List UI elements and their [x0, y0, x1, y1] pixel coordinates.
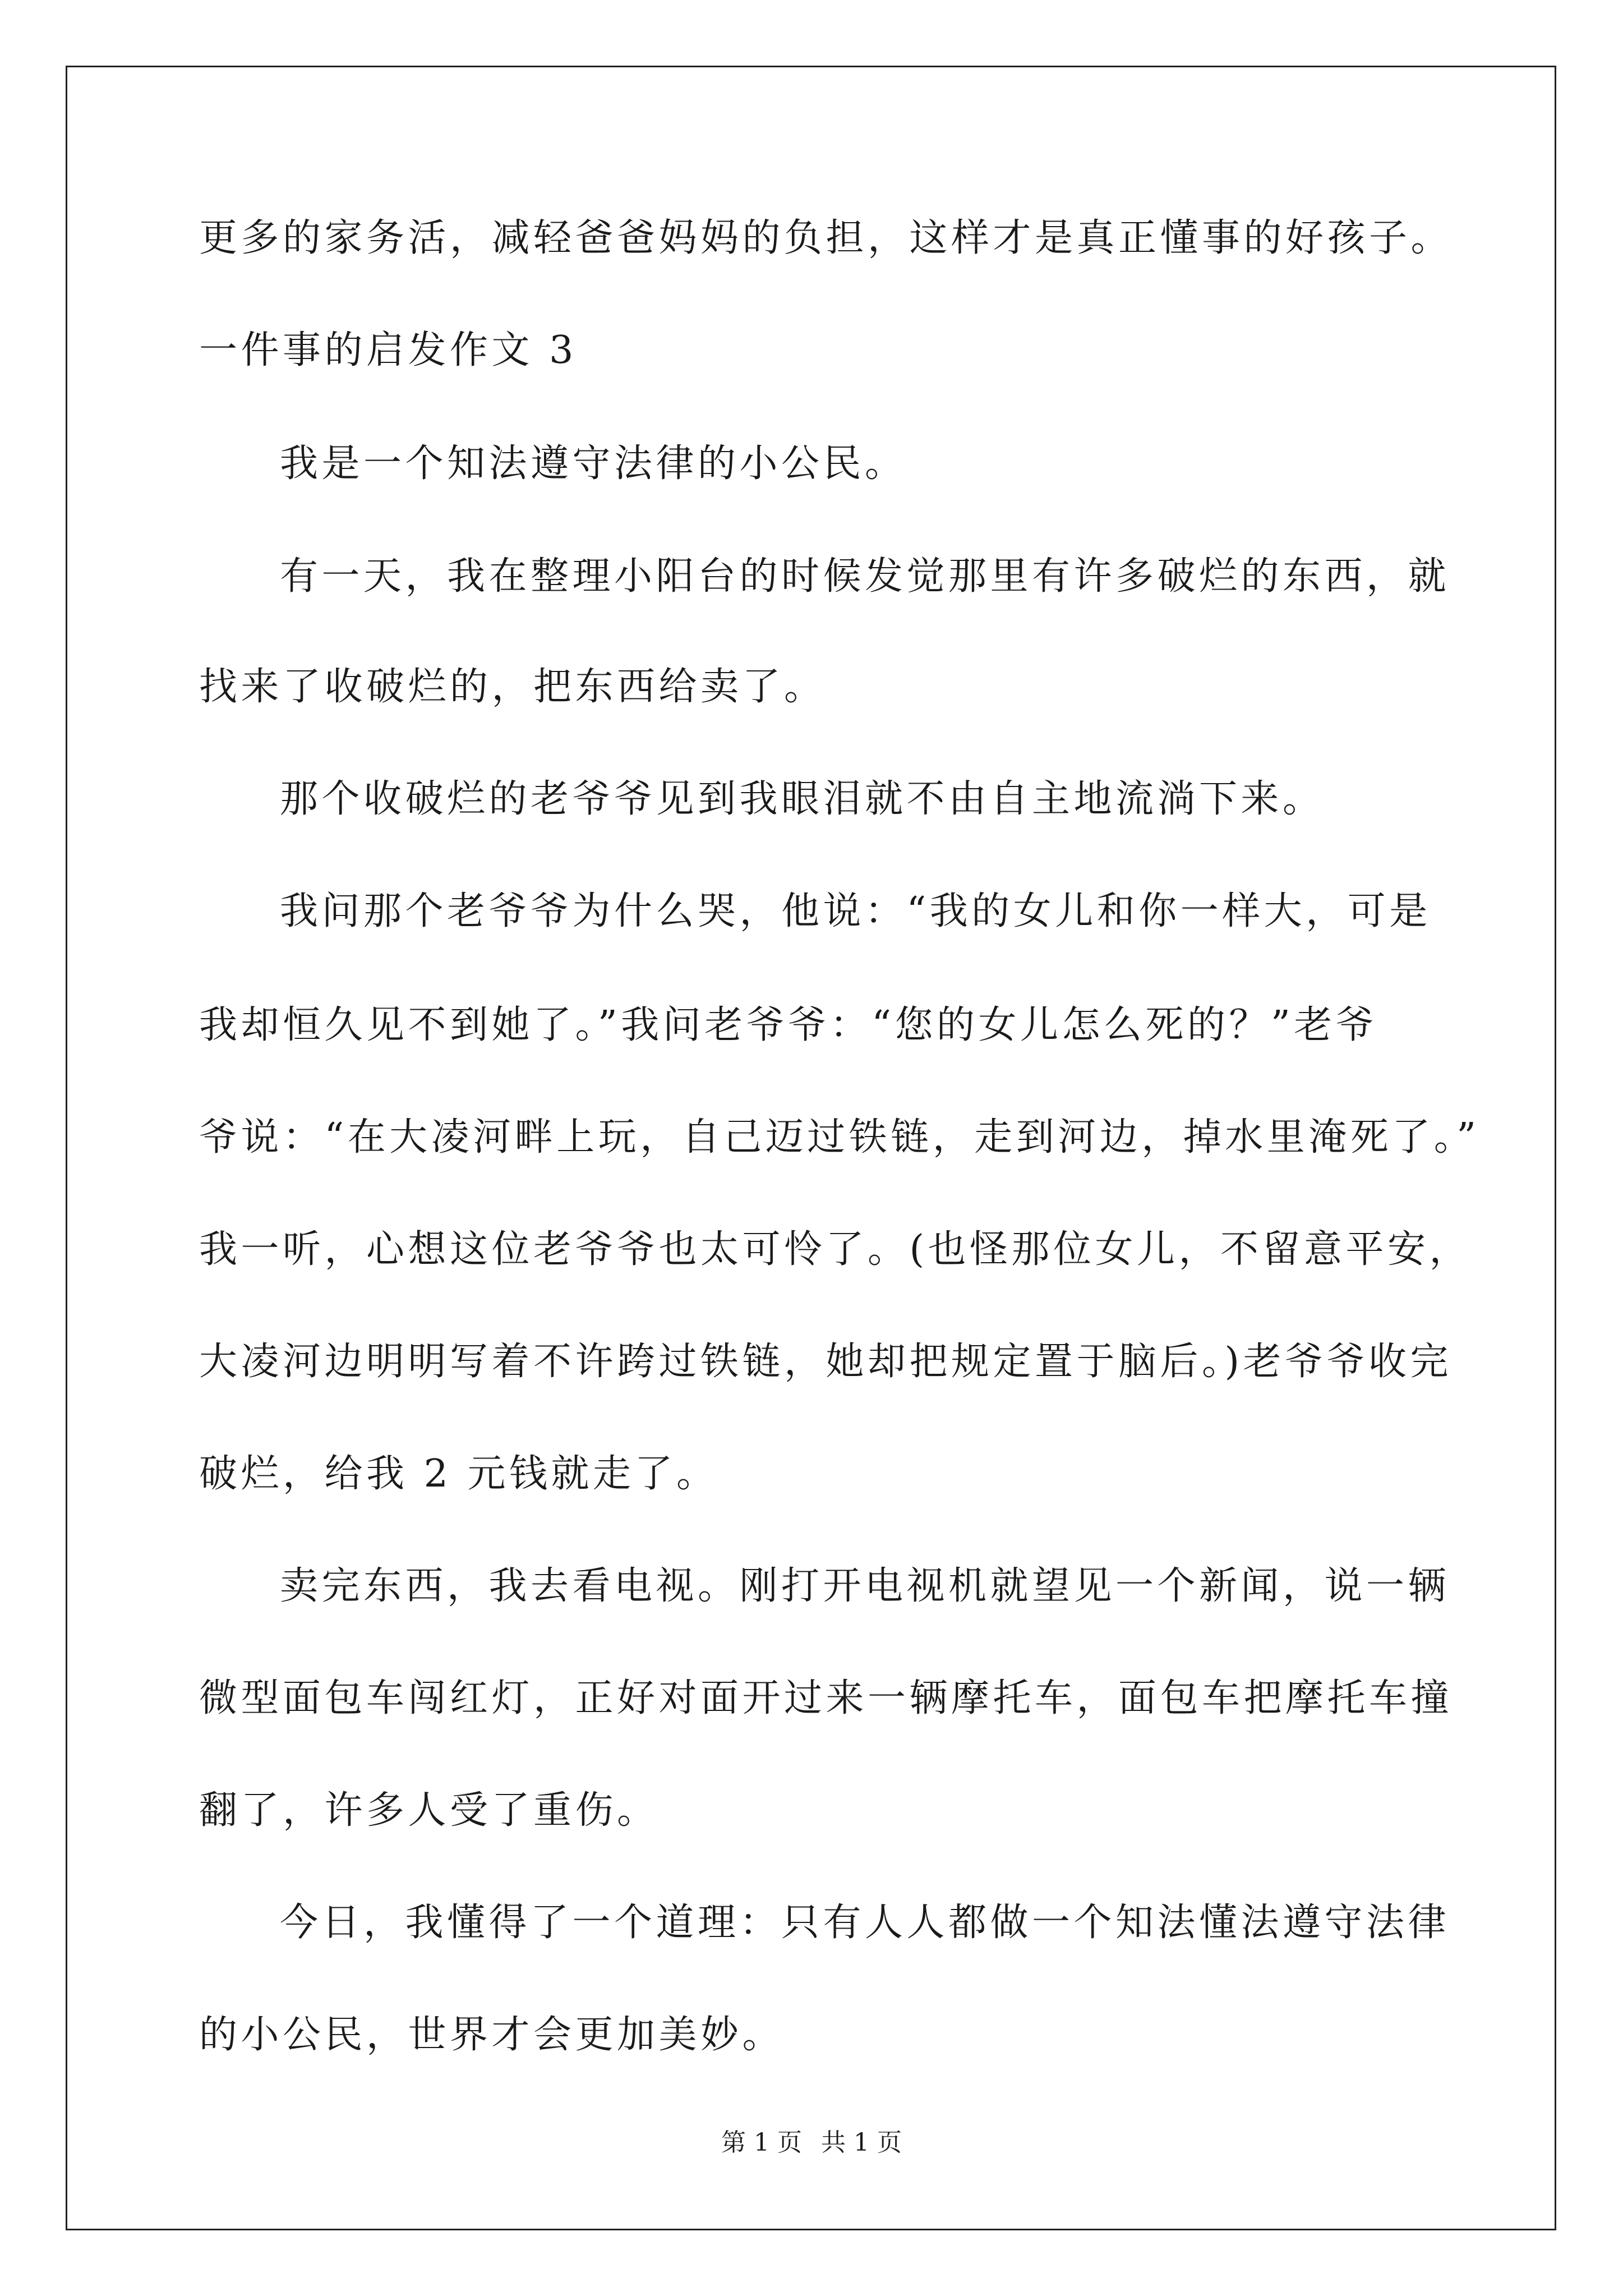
text-line: 翻了，许多人受了重伤。 — [199, 1788, 659, 1833]
paragraph-line: 卖完东西，我去看电视。刚打开电视机就望见一个新闻，说一辆 — [280, 1564, 1450, 1608]
text-line: 微型面包车闯红灯，正好对面开过来一辆摩托车，面包车把摩托车撞 — [199, 1676, 1453, 1720]
text-line: 找来了收破烂的，把东西给卖了。 — [199, 665, 826, 709]
text-line: 我一听，心想这位老爷爷也太可怜了。(也怪那位女儿，不留意平安， — [199, 1227, 1472, 1272]
text-line: 更多的家务活，减轻爸爸妈妈的负担，这样才是真正懂事的好孩子。 — [199, 216, 1453, 260]
text-line: 我却恒久见不到她了。”我问老爷爷：“您的女儿怎么死的？”老爷 — [199, 1003, 1378, 1047]
text-line: 大凌河边明明写着不许跨过铁链，她却把规定置于脑后。)老爷爷收完 — [199, 1340, 1453, 1384]
paragraph-line: 我是一个知法遵守法律的小公民。 — [280, 441, 907, 486]
text-line: 的小公民，世界才会更加美妙。 — [199, 2013, 785, 2057]
page-footer — [0, 2126, 1623, 2160]
text-line: 爷说：“在大凌河畔上玩，自己迈过铁链，走到河边，掉水里淹死了。” — [199, 1115, 1480, 1159]
page-total: 共 1 页 — [821, 2128, 902, 2157]
paragraph-line: 那个收破烂的老爷爷见到我眼泪就不由自主地流淌下来。 — [280, 777, 1325, 821]
paragraph-line: 我问那个老爷爷为什么哭，他说：“我的女儿和你一样大，可是 — [280, 889, 1431, 933]
section-heading: 一件事的启发作文 3 — [199, 328, 577, 372]
paragraph-line: 有一天，我在整理小阳台的时候发觉那里有许多破烂的东西，就 — [280, 554, 1450, 599]
paragraph-line: 今日，我懂得了一个道理：只有人人都做一个知法懂法遵守法律 — [280, 1901, 1450, 1945]
page-number: 第 1 页 — [721, 2128, 802, 2157]
text-line: 破烂，给我 2 元钱就走了。 — [199, 1452, 718, 1496]
